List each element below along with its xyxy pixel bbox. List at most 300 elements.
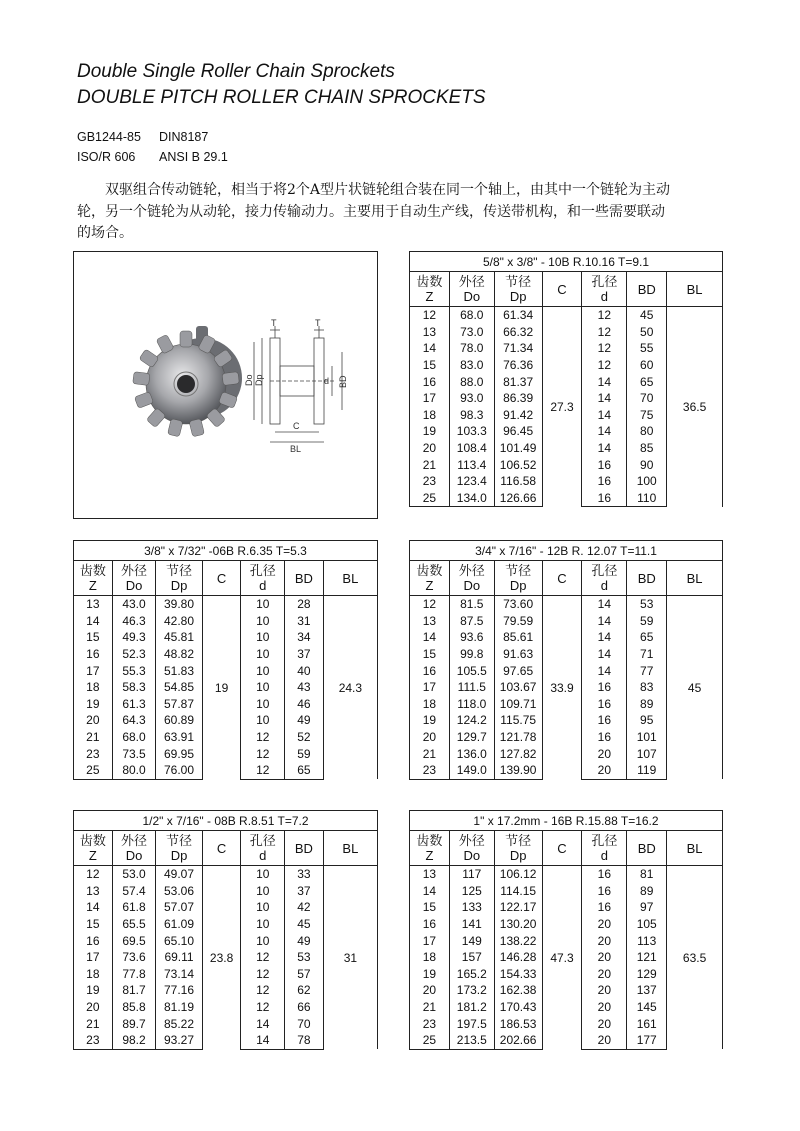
cell-bd: 49 [285,932,324,949]
cell-teeth: 12 [410,307,450,324]
cell-teeth: 15 [74,916,113,933]
cell-bd: 50 [627,324,667,341]
cell-bd: 43 [285,679,324,696]
column-header-bottom: Z [425,578,434,593]
table-row [410,596,723,613]
cell-outer-diameter: 111.5 [449,679,494,696]
column-header [410,561,450,596]
cell-bl: 45 [667,596,723,780]
dimension-label: T [315,318,321,328]
cell-pitch-diameter: 85.61 [494,629,542,646]
cell-bd: 70 [627,390,667,407]
cell-pitch-diameter: 162.38 [494,982,542,999]
cell-bd: 55 [627,340,667,357]
cell-outer-diameter: 52.3 [112,646,156,663]
column-header [449,561,494,596]
cell-bd: 37 [285,883,324,900]
column-header [156,561,202,596]
column-header [667,561,723,596]
cell-bore: 10 [241,596,285,613]
cell-outer-diameter: 43.0 [112,596,156,613]
column-header-top: C [216,570,227,586]
cell-bd: 45 [627,307,667,324]
cell-bore: 20 [582,916,627,933]
cell-bore: 14 [582,613,627,630]
cell-pitch-diameter: 170.43 [494,999,542,1016]
table-row [410,866,723,883]
cell-bl: 24.3 [323,596,377,780]
cell-outer-diameter: 157 [449,949,494,966]
cell-pitch-diameter: 73.14 [156,966,202,983]
cell-bore: 14 [582,423,627,440]
cell-pitch-diameter: 57.07 [156,899,202,916]
cell-outer-diameter: 81.7 [112,982,156,999]
cell-c: 27.3 [542,307,582,507]
standard-code: ISO/R 606 [77,150,136,164]
cell-teeth: 19 [74,982,113,999]
cell-bore: 10 [241,662,285,679]
column-header-bottom: Do [463,848,481,863]
cell-bd: 28 [285,596,324,613]
table-caption: 1" x 17.2mm - 16B R.15.88 T=16.2 [410,811,723,831]
cell-outer-diameter: 117 [449,866,494,883]
cell-bore: 20 [582,1015,627,1032]
cell-teeth: 23 [410,473,450,490]
cell-teeth: 12 [74,866,113,883]
cell-outer-diameter: 165.2 [449,966,494,983]
sprocket-tooth [133,372,150,386]
cell-bore: 12 [582,324,627,341]
column-header [449,831,494,866]
cell-bd: 110 [627,490,667,507]
column-header [449,272,494,307]
cell-bore: 14 [582,440,627,457]
cell-teeth: 23 [410,1015,450,1032]
column-header-bottom: d [259,578,267,593]
cell-pitch-diameter: 45.81 [156,629,202,646]
cell-outer-diameter: 173.2 [449,982,494,999]
cell-bore: 12 [241,949,285,966]
cell-bd: 59 [285,745,324,762]
cell-teeth: 15 [74,629,113,646]
column-header [494,561,542,596]
cell-teeth: 16 [74,932,113,949]
cell-teeth: 13 [74,596,113,613]
intro-paragraph: 双驱组合传动链轮，相当于将2个A型片状链轮组合装在同一个轴上，由其中一个链轮为主动轮，另一个链轮为从动轮，接力传输动力。主要用于自动生产线，传送带机构，和一些需要联动的场合。 [77,182,671,241]
cell-pitch-diameter: 81.37 [494,373,542,390]
cell-bd: 177 [627,1032,667,1049]
column-header [542,272,582,307]
column-header [323,831,377,866]
column-header-top: BD [637,840,656,856]
column-header-top: 齿数 [416,563,443,578]
cell-outer-diameter: 81.5 [449,596,494,613]
column-header-top: BL [686,281,703,297]
column-header-bottom: Do [125,578,143,593]
cell-bd: 70 [285,1015,324,1032]
cell-outer-diameter: 58.3 [112,679,156,696]
cell-outer-diameter: 129.7 [449,729,494,746]
cell-pitch-diameter: 154.33 [494,966,542,983]
cell-bore: 10 [241,712,285,729]
cell-bore: 20 [582,949,627,966]
cell-bd: 66 [285,999,324,1016]
cell-bd: 40 [285,662,324,679]
cell-pitch-diameter: 146.28 [494,949,542,966]
cell-pitch-diameter: 69.11 [156,949,202,966]
cell-bore: 12 [582,340,627,357]
column-header-bottom: Do [125,848,143,863]
cell-bore: 16 [582,712,627,729]
column-header-top: 外径 [458,563,485,578]
column-header [627,561,667,596]
cell-bore: 16 [582,456,627,473]
cell-bore: 14 [241,1032,285,1049]
page-subtitle: DOUBLE PITCH ROLLER CHAIN SPROCKETS [77,87,486,108]
cell-outer-diameter: 125 [449,883,494,900]
column-header [494,272,542,307]
cell-outer-diameter: 99.8 [449,646,494,663]
column-header [667,831,723,866]
cell-teeth: 20 [410,982,450,999]
column-header-top: 孔径 [249,563,276,578]
column-header-bottom: d [600,848,608,863]
cell-bore: 16 [582,679,627,696]
cell-bore: 12 [241,982,285,999]
dimension-label: d [324,376,330,386]
cell-bd: 129 [627,966,667,983]
cell-outer-diameter: 57.4 [112,883,156,900]
column-header-top: 节径 [505,563,532,578]
cell-bore: 20 [582,966,627,983]
sprocket-photo [133,326,242,437]
column-header [74,831,113,866]
cell-teeth: 21 [74,1015,113,1032]
cell-bd: 89 [627,883,667,900]
column-header [582,272,627,307]
cell-pitch-diameter: 114.15 [494,883,542,900]
cell-bl: 36.5 [667,307,723,507]
cell-pitch-diameter: 66.32 [494,324,542,341]
cell-bd: 85 [627,440,667,457]
cell-outer-diameter: 93.0 [449,390,494,407]
cell-bore: 16 [582,883,627,900]
cell-pitch-diameter: 42.80 [156,613,202,630]
column-header-bottom: Dp [509,578,527,593]
cell-bd: 77 [627,662,667,679]
cell-outer-diameter: 98.2 [112,1032,156,1049]
cell-bl: 31 [323,866,377,1050]
cell-bd: 78 [285,1032,324,1049]
column-header [667,272,723,307]
cell-outer-diameter: 68.0 [449,307,494,324]
cell-bd: 31 [285,613,324,630]
column-header [285,831,324,866]
cell-outer-diameter: 213.5 [449,1032,494,1049]
cell-bd: 90 [627,456,667,473]
cell-teeth: 13 [410,866,450,883]
column-header-top: C [557,570,567,586]
column-header-top: 齿数 [416,274,443,289]
cell-teeth: 18 [410,407,450,424]
spec-table [409,540,723,780]
column-header [582,561,627,596]
cell-pitch-diameter: 53.06 [156,883,202,900]
column-header [542,561,582,596]
column-header-top: 外径 [120,833,147,848]
cell-teeth: 20 [74,712,113,729]
cell-bd: 161 [627,1015,667,1032]
cell-outer-diameter: 83.0 [449,357,494,374]
cell-outer-diameter: 134.0 [449,490,494,507]
cell-pitch-diameter: 54.85 [156,679,202,696]
cell-outer-diameter: 89.7 [112,1015,156,1032]
cell-teeth: 15 [410,899,450,916]
column-header-bottom: Dp [509,289,527,304]
cell-pitch-diameter: 86.39 [494,390,542,407]
cell-outer-diameter: 77.8 [112,966,156,983]
cell-bore: 10 [241,696,285,713]
cell-pitch-diameter: 73.60 [494,596,542,613]
cell-teeth: 13 [410,324,450,341]
table-caption: 1/2" x 7/16" - 08B R.8.51 T=7.2 [74,811,378,831]
cell-teeth: 23 [74,1032,113,1049]
cell-bd: 42 [285,899,324,916]
cell-teeth: 18 [74,679,113,696]
cell-pitch-diameter: 63.91 [156,729,202,746]
cell-teeth: 14 [74,899,113,916]
cell-pitch-diameter: 57.87 [156,696,202,713]
cell-bd: 75 [627,407,667,424]
cell-pitch-diameter: 138.22 [494,932,542,949]
cell-teeth: 18 [410,949,450,966]
column-header [410,272,450,307]
cell-outer-diameter: 53.0 [112,866,156,883]
cell-outer-diameter: 88.0 [449,373,494,390]
cell-bore: 10 [241,883,285,900]
cell-c: 19 [202,596,241,780]
table-caption: 3/4" x 7/16" - 12B R. 12.07 T=11.1 [410,541,723,561]
cell-bd: 113 [627,932,667,949]
cell-bd: 81 [627,866,667,883]
cell-pitch-diameter: 202.66 [494,1032,542,1049]
cell-outer-diameter: 197.5 [449,1015,494,1032]
cell-teeth: 16 [410,916,450,933]
cell-pitch-diameter: 76.00 [156,762,202,779]
cell-pitch-diameter: 91.42 [494,407,542,424]
column-header-bottom: Dp [170,578,188,593]
table-caption: 5/8" x 3/8" - 10B R.10.16 T=9.1 [410,252,723,272]
cell-bd: 119 [627,762,667,779]
sprocket-tooth [189,418,204,436]
column-header-top: BD [294,570,313,586]
dimension-label: T [271,318,277,328]
cell-teeth: 21 [74,729,113,746]
standards-line-1 [77,130,208,144]
cell-bore: 20 [582,982,627,999]
cell-bore: 20 [582,745,627,762]
cell-bd: 53 [627,596,667,613]
cell-pitch-diameter: 79.59 [494,613,542,630]
cell-teeth: 13 [74,883,113,900]
cell-teeth: 25 [410,490,450,507]
cell-outer-diameter: 133 [449,899,494,916]
cell-bd: 34 [285,629,324,646]
column-header-top: 节径 [166,833,193,848]
cell-bore: 12 [241,762,285,779]
cell-outer-diameter: 98.3 [449,407,494,424]
column-header [112,561,156,596]
cell-outer-diameter: 69.5 [112,932,156,949]
cell-teeth: 12 [410,596,450,613]
cell-bd: 95 [627,712,667,729]
column-header-top: BD [294,840,313,856]
cell-outer-diameter: 181.2 [449,999,494,1016]
cell-teeth: 21 [410,745,450,762]
cell-outer-diameter: 123.4 [449,473,494,490]
cell-bore: 16 [582,473,627,490]
cell-bd: 89 [627,696,667,713]
column-header-top: C [216,840,227,856]
cell-bore: 16 [582,729,627,746]
cell-teeth: 17 [410,390,450,407]
spec-table [409,251,723,507]
cell-pitch-diameter: 61.34 [494,307,542,324]
cell-teeth: 18 [74,966,113,983]
cell-teeth: 23 [410,762,450,779]
cell-bore: 12 [241,966,285,983]
column-header [285,561,324,596]
sprocket-tooth [167,418,182,436]
column-header-top: 孔径 [591,274,618,289]
cell-c: 47.3 [542,866,582,1050]
cell-pitch-diameter: 106.52 [494,456,542,473]
cell-pitch-diameter: 39.80 [156,596,202,613]
column-header [241,561,285,596]
table-row [410,307,723,324]
cell-pitch-diameter: 81.19 [156,999,202,1016]
cell-bore: 14 [582,662,627,679]
cell-bore: 10 [241,916,285,933]
column-header-top: C [557,281,567,297]
table-caption: 3/8" x 7/32" -06B R.6.35 T=5.3 [74,541,378,561]
cell-teeth: 17 [74,949,113,966]
cell-bd: 37 [285,646,324,663]
column-header-bottom: Dp [170,848,188,863]
cell-bd: 53 [285,949,324,966]
cell-bore: 12 [582,357,627,374]
column-header-top: 齿数 [416,833,443,848]
cell-teeth: 17 [410,679,450,696]
cell-pitch-diameter: 51.83 [156,662,202,679]
cell-pitch-diameter: 77.16 [156,982,202,999]
cell-bd: 46 [285,696,324,713]
column-header-bottom: Z [425,289,434,304]
cell-pitch-diameter: 91.63 [494,646,542,663]
cell-bd: 33 [285,866,324,883]
column-header-top: 孔径 [591,563,618,578]
cell-bd: 65 [627,629,667,646]
cell-pitch-diameter: 49.07 [156,866,202,883]
cell-bore: 12 [241,745,285,762]
column-header-top: 外径 [458,833,485,848]
column-header-top: 节径 [505,833,532,848]
cell-bore: 20 [582,932,627,949]
cell-bore: 16 [582,899,627,916]
page-title: Double Single Roller Chain Sprockets [77,61,395,82]
spec-table [73,540,378,780]
cell-bd: 105 [627,916,667,933]
cell-pitch-diameter: 103.67 [494,679,542,696]
cell-teeth: 19 [74,696,113,713]
cell-teeth: 13 [410,613,450,630]
dimension-label: Dp [254,374,264,386]
cell-bore: 16 [582,696,627,713]
cell-bd: 45 [285,916,324,933]
column-header-top: 齿数 [79,563,106,578]
cell-pitch-diameter: 48.82 [156,646,202,663]
column-header-bottom: d [600,289,608,304]
column-header [112,831,156,866]
column-header [542,831,582,866]
cell-bore: 14 [582,390,627,407]
column-header [410,831,450,866]
cell-bore: 14 [582,373,627,390]
standard-code: DIN8187 [159,130,209,144]
column-header-top: 外径 [120,563,147,578]
cell-pitch-diameter: 76.36 [494,357,542,374]
cell-outer-diameter: 105.5 [449,662,494,679]
cell-bore: 10 [241,899,285,916]
cell-pitch-diameter: 96.45 [494,423,542,440]
dimension-label: Do [244,374,254,386]
column-header [627,272,667,307]
cell-outer-diameter: 149 [449,932,494,949]
cell-teeth: 25 [410,1032,450,1049]
cell-bore: 10 [241,866,285,883]
cell-bd: 49 [285,712,324,729]
cell-pitch-diameter: 71.34 [494,340,542,357]
cell-pitch-diameter: 121.78 [494,729,542,746]
cell-outer-diameter: 46.3 [112,613,156,630]
column-header-top: BD [637,281,656,297]
cell-bd: 80 [627,423,667,440]
cell-bd: 59 [627,613,667,630]
column-header-top: 节径 [166,563,193,578]
cell-bd: 65 [285,762,324,779]
cell-bore: 20 [582,1032,627,1049]
cell-bore: 16 [582,866,627,883]
cell-outer-diameter: 85.8 [112,999,156,1016]
cell-outer-diameter: 78.0 [449,340,494,357]
cell-outer-diameter: 149.0 [449,762,494,779]
spec-table [409,810,723,1050]
column-header-top: BL [342,840,359,856]
cell-bore: 10 [241,646,285,663]
standard-code: GB1244-85 [77,130,141,144]
column-header-top: BL [342,570,359,586]
cell-teeth: 25 [74,762,113,779]
cell-pitch-diameter: 97.65 [494,662,542,679]
cell-pitch-diameter: 109.71 [494,696,542,713]
cell-c: 23.8 [202,866,241,1050]
cell-outer-diameter: 64.3 [112,712,156,729]
cell-bore: 10 [241,613,285,630]
cell-teeth: 15 [410,646,450,663]
cell-pitch-diameter: 116.58 [494,473,542,490]
cell-pitch-diameter: 139.90 [494,762,542,779]
cell-teeth: 18 [410,696,450,713]
